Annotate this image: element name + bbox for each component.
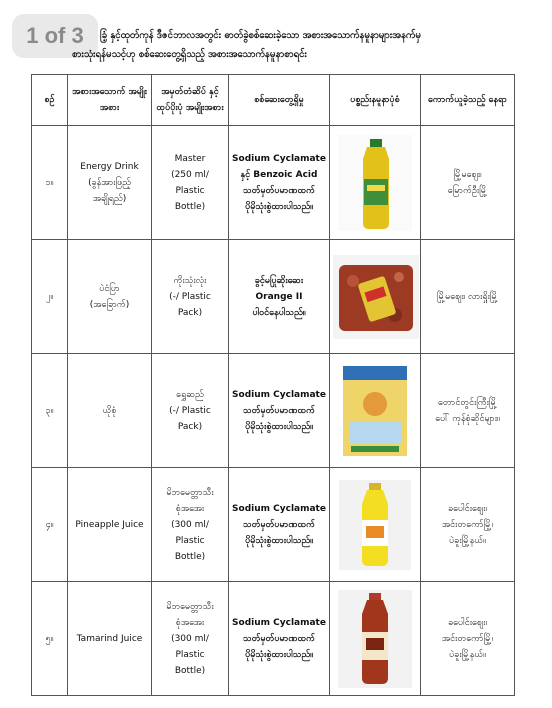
cell-type-line: Energy Drink	[80, 161, 139, 172]
cell-place	[421, 240, 515, 354]
cell-finding-line: ပိုမိုသုံးစွဲထားပါသည်။	[245, 535, 313, 546]
cell-place-line: အင်းတကော်မြို့၊	[441, 519, 494, 530]
cell-brand-line: Pack)	[177, 421, 203, 432]
cell-place-line: မြောက်ဦးမြို့	[447, 185, 488, 196]
cell-place-line: မြို့မဈေး၊	[453, 169, 482, 180]
table-row	[32, 240, 515, 354]
col-header-image: ပစ္စည်းနမူနာပုံစံ	[330, 75, 421, 126]
cell-brand	[152, 126, 229, 240]
cell-finding-line: ပိုမိုသုံးစွဲထားပါသည်။	[245, 201, 313, 212]
cell-type	[68, 468, 152, 582]
cell-brand-line: စုံအအေး	[175, 503, 205, 514]
header-line-1: ခြံ့ နှင့်ထုတ်ကုန် ဒီဇင်ဘာလအတွင်း ဓာတ်ခွဲစစ်ဆေးခဲ့သော အစားအသောက်နမူနာများအနက်မှ	[100, 30, 421, 41]
cell-finding	[229, 126, 330, 240]
cell-finding-line: ခွင့်မပြုဆိုးဆေး	[254, 275, 304, 286]
cell-sample-image	[330, 240, 421, 354]
col-header-type: အစားအသောက် အမျိုးအစား	[68, 75, 152, 126]
cell-finding	[229, 468, 330, 582]
header-line-2: စားသုံးရန်မသင့်ဟု စစ်ဆေးတွေ့ရှိသည့် အစားအသောက်နမူနာစာရင်း	[72, 49, 307, 60]
table-row	[32, 468, 515, 582]
cell-place-line: အင်းတကော်မြို့၊	[441, 633, 494, 644]
document-header	[66, 26, 536, 64]
cell-sample-image	[330, 354, 421, 468]
cell-brand-line: ကိုးသုံးလုံး	[173, 275, 207, 286]
cell-finding-line: Orange II	[255, 291, 303, 302]
cell-type-line: အချိုရည်)	[92, 193, 127, 204]
cell-brand	[152, 354, 229, 468]
cell-brand-line: Plastic	[175, 185, 205, 196]
cell-no: ၄။	[32, 468, 68, 582]
table-row	[32, 126, 515, 240]
cell-finding	[229, 240, 330, 354]
cell-type-line: ယိုစုံ	[102, 405, 117, 416]
cell-finding-line: ပါဝင်နေပါသည်။	[252, 307, 306, 318]
cell-sample-image	[330, 468, 421, 582]
cell-sample-image	[330, 126, 421, 240]
cell-type	[68, 240, 152, 354]
pineapple-juice-bottle-image	[333, 480, 417, 570]
cell-place	[421, 468, 515, 582]
cell-brand-line: စုံအအေး	[175, 617, 205, 628]
cell-finding-line: သတ်မှတ်ပမာဏထက်	[243, 185, 315, 196]
food-sample-table	[31, 74, 515, 696]
cell-brand-line: Bottle)	[174, 551, 206, 562]
cell-place	[421, 582, 515, 696]
cell-brand-line: ရွှေဆည်	[176, 389, 204, 400]
cell-brand-line: (-/ Plastic	[169, 405, 211, 416]
cell-type	[68, 354, 152, 468]
cell-brand-line: Bottle)	[174, 201, 206, 212]
cell-brand	[152, 582, 229, 696]
cell-type	[68, 126, 152, 240]
cell-brand-line: Plastic	[175, 535, 205, 546]
cell-type-line: Pineapple Juice	[75, 519, 144, 530]
cell-brand-line: (-/ Plastic	[169, 291, 211, 302]
col-header-brand: အမှတ်တံဆိပ် နှင့်ထုပ်ပိုးပုံ အမျိုးအစား	[152, 75, 229, 126]
cell-brand-line: (250 ml/	[171, 169, 209, 180]
cell-no: ၅။	[32, 582, 68, 696]
cell-finding	[229, 354, 330, 468]
cell-place	[421, 126, 515, 240]
cell-place-line: မြို့မဈေး၊ လားရှိုးမြို့	[437, 291, 498, 302]
cell-finding-line: သတ်မှတ်ပမာဏထက်	[243, 519, 315, 530]
cell-finding-line: ပိုမိုသုံးစွဲထားပါသည်။	[245, 649, 313, 660]
col-header-no: စဉ်	[32, 75, 68, 126]
cell-finding-line: Sodium Cyclamate	[232, 153, 326, 164]
cell-finding-line: Sodium Cyclamate	[232, 389, 326, 400]
cell-sample-image	[330, 582, 421, 696]
cell-no: ၂။	[32, 240, 68, 354]
cell-type-line: (အခြောက်)	[89, 299, 130, 310]
cell-place-line: တောင်တွင်းကြီးမြို့	[437, 397, 498, 408]
cell-finding-line: ပိုမိုသုံးစွဲထားပါသည်။	[245, 421, 313, 432]
cell-place	[421, 354, 515, 468]
tamarind-juice-bottle-image	[333, 590, 417, 688]
cell-place-line: ပေါ် ကုန်စုံဆိုင်များ။	[435, 413, 500, 424]
cell-no: ၁။	[32, 126, 68, 240]
cell-brand-line: Plastic	[175, 649, 205, 660]
table-header-row	[32, 75, 515, 126]
cell-brand-line: Master	[174, 153, 206, 164]
cell-place-line: ပဲခူးမြို့နယ်။	[449, 535, 486, 546]
cell-brand-line: မိဘမေတ္တာသီး	[166, 487, 214, 498]
cell-brand-line: Pack)	[177, 307, 203, 318]
col-header-place: ကောက်ယူခဲ့သည့် နေရာ	[421, 75, 515, 126]
cell-brand-line: (300 ml/	[171, 519, 209, 530]
table-row	[32, 354, 515, 468]
cell-finding-line: သတ်မှတ်ပမာဏထက်	[243, 633, 315, 644]
col-header-finding: စစ်ဆေးတွေ့ရှိမှု	[229, 75, 330, 126]
cell-no: ၃။	[32, 354, 68, 468]
cell-type-line: Tamarind Juice	[76, 633, 143, 644]
cell-finding-line: နှင့် Benzoic Acid	[240, 169, 318, 180]
cell-place-line: ခပေါင်းဈေး၊	[448, 617, 487, 628]
cell-finding-line: သတ်မှတ်ပမာဏထက်	[243, 405, 315, 416]
cell-type-line: (ခွန်အားဖြည့်	[88, 177, 131, 188]
cell-place-line: ခပေါင်းဈေး၊	[448, 503, 487, 514]
cell-finding-line: Sodium Cyclamate	[232, 617, 326, 628]
cell-finding	[229, 582, 330, 696]
cell-brand	[152, 240, 229, 354]
cell-brand	[152, 468, 229, 582]
cell-brand-line: မိဘမေတ္တာသီး	[166, 601, 214, 612]
cell-brand-line: (300 ml/	[171, 633, 209, 644]
cell-type-line: ပဲငံပြာ	[99, 283, 120, 294]
cell-brand-line: Bottle)	[174, 665, 206, 676]
table-row	[32, 582, 515, 696]
candy-pack-image	[333, 362, 417, 460]
yellow-bottle-image	[333, 135, 417, 231]
cell-finding-line: Sodium Cyclamate	[232, 503, 326, 514]
cell-type	[68, 582, 152, 696]
cell-place-line: ပဲခူးမြို့နယ်။	[449, 649, 486, 660]
dried-shrimp-pack-image	[333, 255, 417, 339]
page-indicator: 1 of 3	[12, 14, 98, 58]
